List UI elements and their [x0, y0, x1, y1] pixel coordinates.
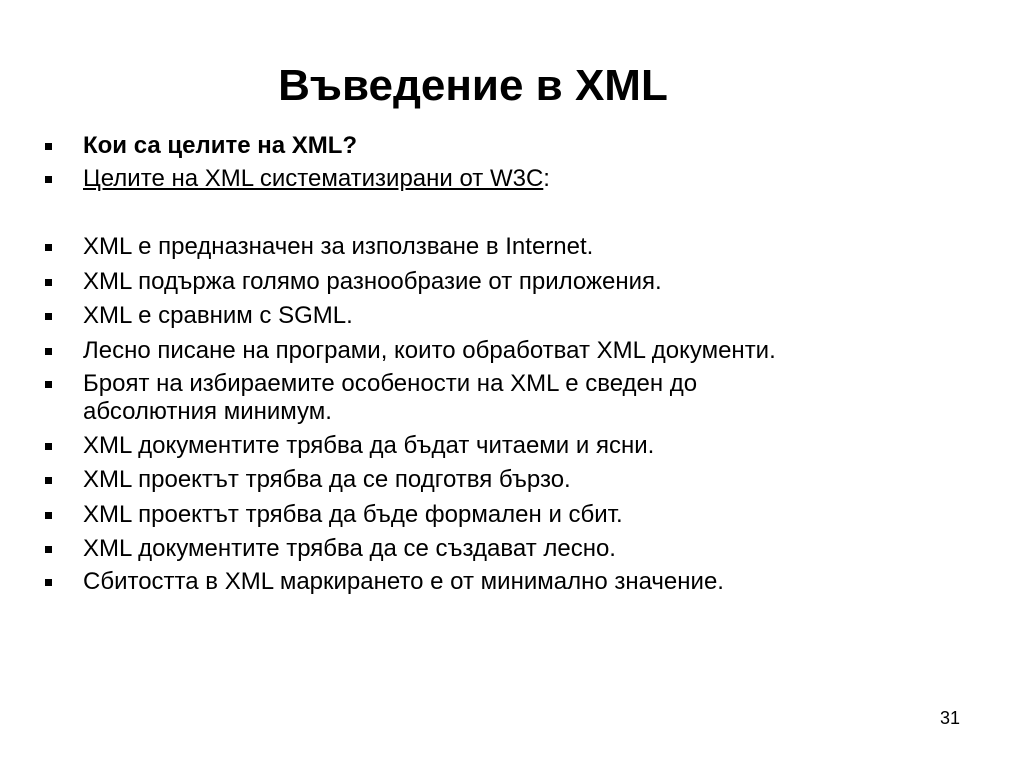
w3c-goals-link[interactable]: Целите на XML систематизирани от W3C [83, 165, 544, 192]
square-bullet-icon [45, 244, 52, 251]
square-bullet-icon [45, 546, 52, 553]
square-bullet-icon [45, 443, 52, 450]
square-bullet-icon [45, 381, 52, 388]
link-suffix: : [543, 165, 550, 192]
square-bullet-icon [45, 176, 52, 183]
bullet-text: Сбитостта в XML маркирането е от минимално значение. [83, 568, 724, 595]
bullet-text: XML е сравним с SGML. [83, 302, 353, 329]
bullet-text: Кои са целите на XML? [83, 132, 358, 159]
page-number: 31 [939, 708, 960, 728]
square-bullet-icon [45, 348, 52, 355]
square-bullet-icon [45, 579, 52, 586]
square-bullet-icon [45, 279, 52, 286]
square-bullet-icon [45, 143, 52, 150]
bullet-text [83, 164, 963, 193]
square-bullet-icon [45, 477, 52, 484]
bullet-text: XML подържа голямо разнообразие от приложения. [83, 268, 662, 295]
bullet-text: XML документите трябва да бъдат читаеми и ясни. [83, 432, 655, 459]
bullet-text: XML проектът трябва да се подготвя бързо. [83, 466, 571, 493]
bullet-text-line: абсолютния минимум. [83, 398, 332, 425]
bullet-text-line: Броят на избираемите особености на XML е сведен до [83, 370, 698, 397]
slide-title: Въведение в XML [278, 61, 668, 110]
bullet-text: XML проектът трябва да бъде формален и сбит. [83, 501, 623, 528]
bullet-text: XML е предназначен за използване в Internet. [83, 233, 594, 260]
bullet-text: Лесно писане на програми, които обработват XML документи. [83, 337, 776, 364]
bullet-text: XML документите трябва да се създават лесно. [83, 535, 616, 562]
square-bullet-icon [45, 512, 52, 519]
square-bullet-icon [45, 313, 52, 320]
